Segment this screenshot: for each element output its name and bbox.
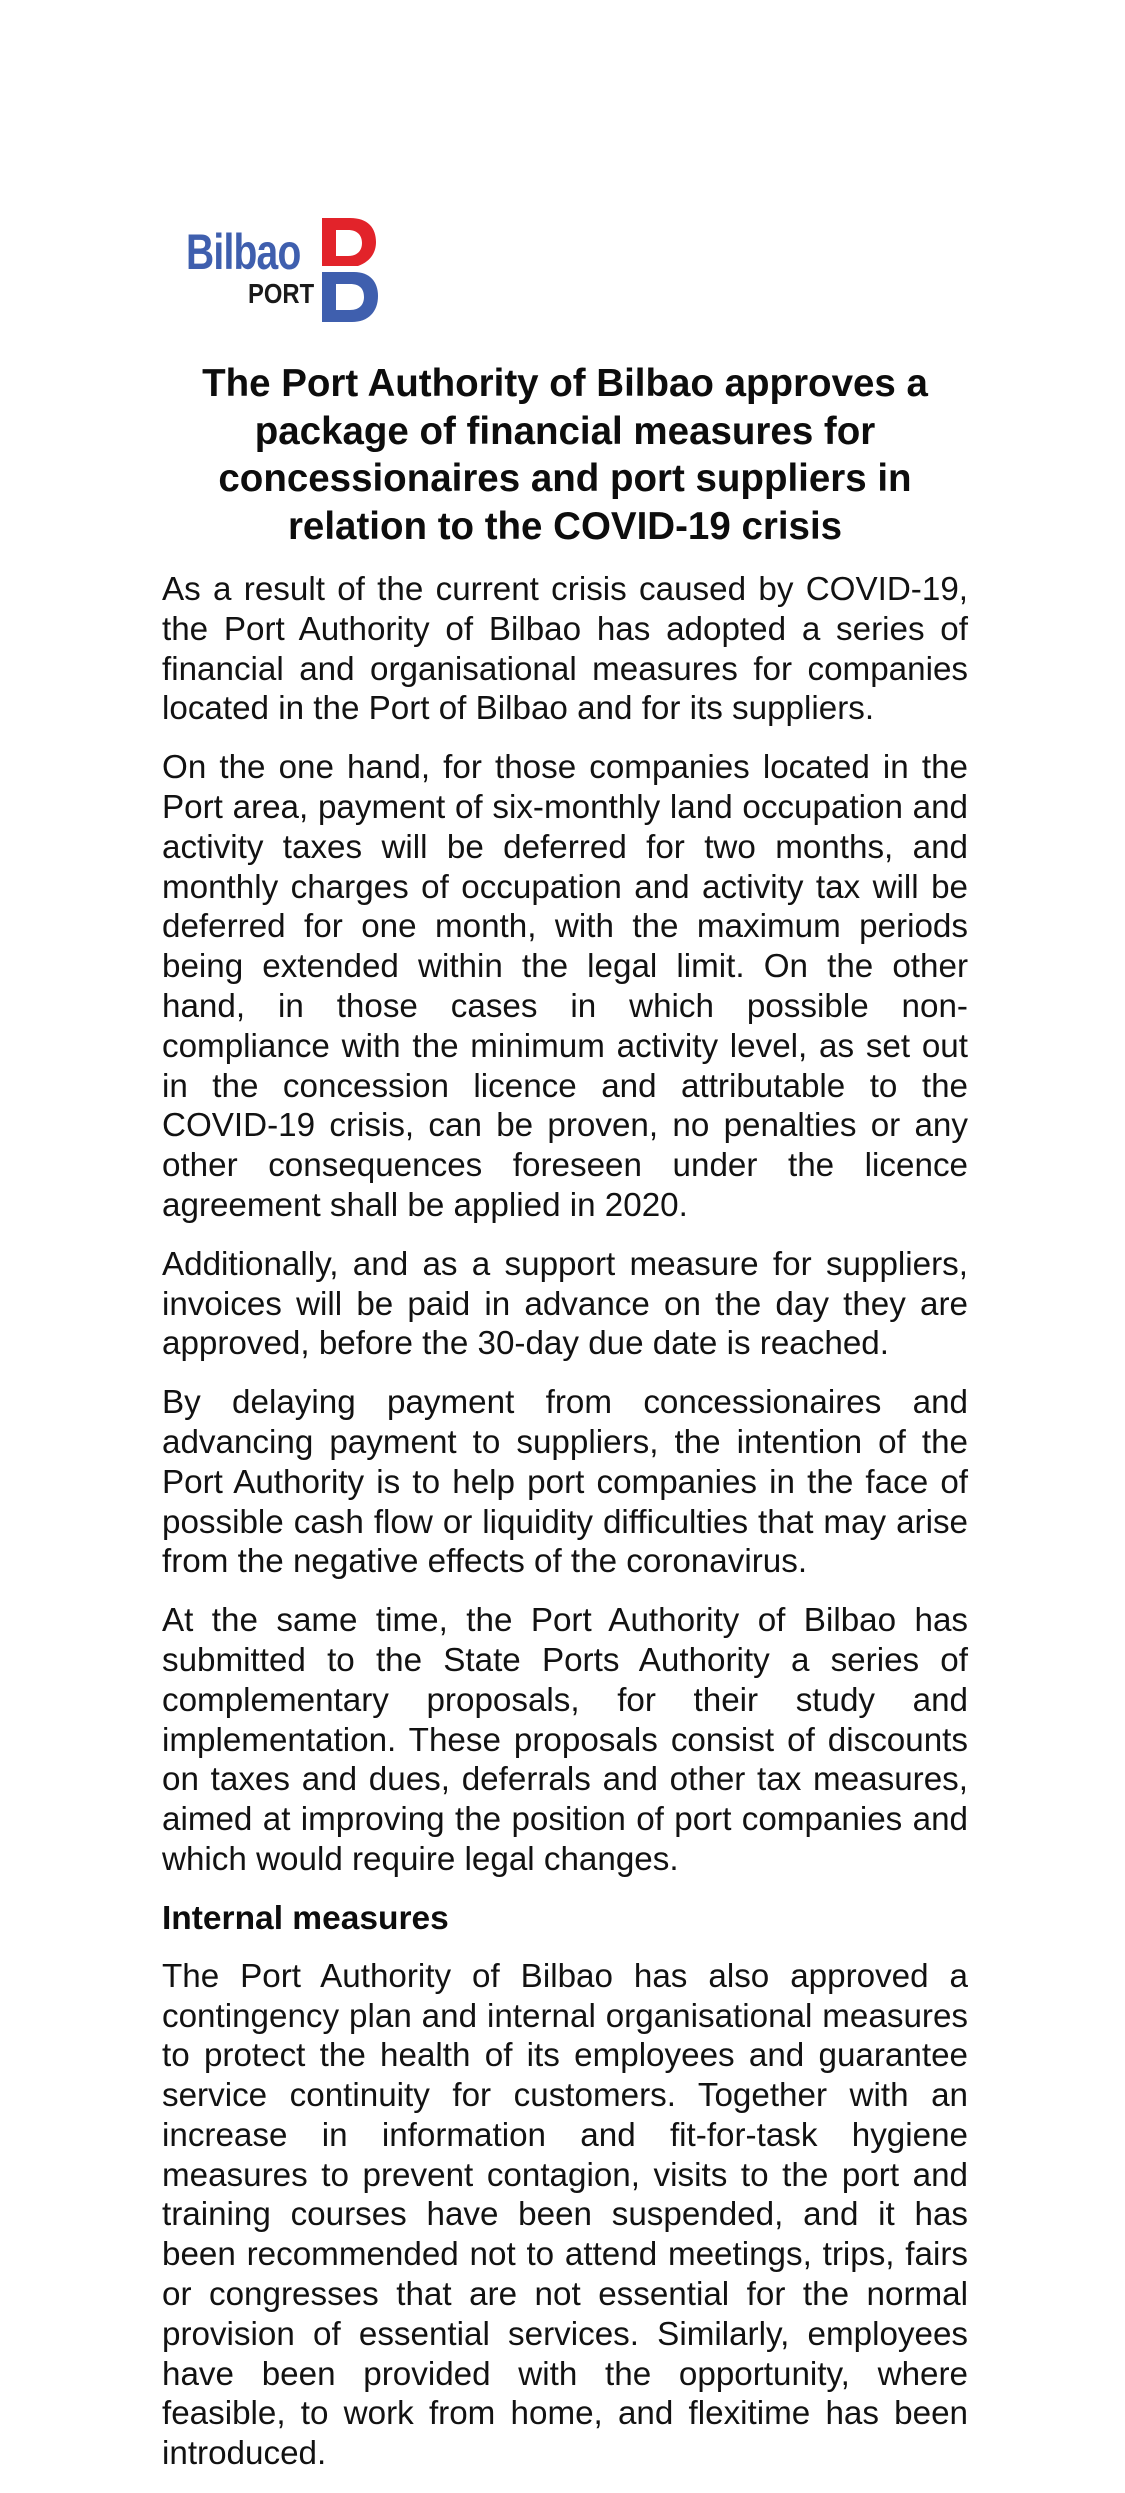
article-title: The Port Authority of Bilbao approves a package of financial measures for concessionaires and port suppliers in relation to the COVID-19 crisis — [202, 362, 928, 548]
article-paragraph: Additionally, and as a support measure for suppliers, invoices will be paid in advance on the day they are approved, before the 30-day due date is reached. — [162, 1245, 968, 1363]
logo-b-mark-icon — [322, 218, 378, 322]
logo-b-lower-icon — [322, 272, 378, 322]
section-paragraph: The Port Authority of Bilbao has also approved a contingency plan and internal organisational measures to protect the health of its employees and guarantee service continuity for customers. Together with an increase in information and fit-for-task hygiene measures to prevent contagion, visits to the port and training courses have been suspended, and it has been recommended not to attend meetings, trips, fairs or congresses that are not essential for the normal provision of essential services. Similarly, employees have been provided with the opportunity, where feasible, to work from home, and flexitime has been introduced. — [162, 1957, 968, 2473]
article-paragraph: By delaying payment from concessionaires and advancing payment to suppliers, the intention of the Port Authority is to help port companies in the face of possible cash flow or liquidity difficulties that may arise from the negative effects of the coronavirus. — [162, 1384, 968, 1581]
logo-wordmark: Bilbao — [186, 224, 301, 280]
section-heading: Internal measures — [162, 1899, 449, 1937]
article — [162, 360, 968, 2493]
article-paragraph: On the one hand, for those companies located in the Port area, payment of six-monthly land occupation and activity taxes will be deferred for two months, and monthly charges of occupation and activity tax will be deferred for one month, with the maximum periods being extended within the legal limit. On the other hand, in those cases in which possible non-compliance with the minimum activity level, as set out in the concession licence and attributable to the COVID-19 crisis, can be proven, no penalties or any other consequences foreseen under the licence agreement shall be applied in 2020. — [162, 749, 968, 1224]
logo-subtext: PORT — [248, 278, 315, 309]
article-paragraph: At the same time, the Port Authority of Bilbao has submitted to the State Ports Authority a series of complementary proposals, for their study and implementation. These proposals consist of discounts on taxes and dues, deferrals and other tax measures, aimed at improving the position of port companies and which would require legal changes. — [162, 1602, 968, 1878]
article-paragraph: As a result of the current crisis caused by COVID-19, the Port Authority of Bilbao has adopted a series of financial and organisational measures for companies located in the Port of Bilbao and for its suppliers. — [162, 571, 968, 728]
logo-b-upper-icon — [322, 218, 376, 266]
bilbao-port-logo — [186, 218, 386, 322]
